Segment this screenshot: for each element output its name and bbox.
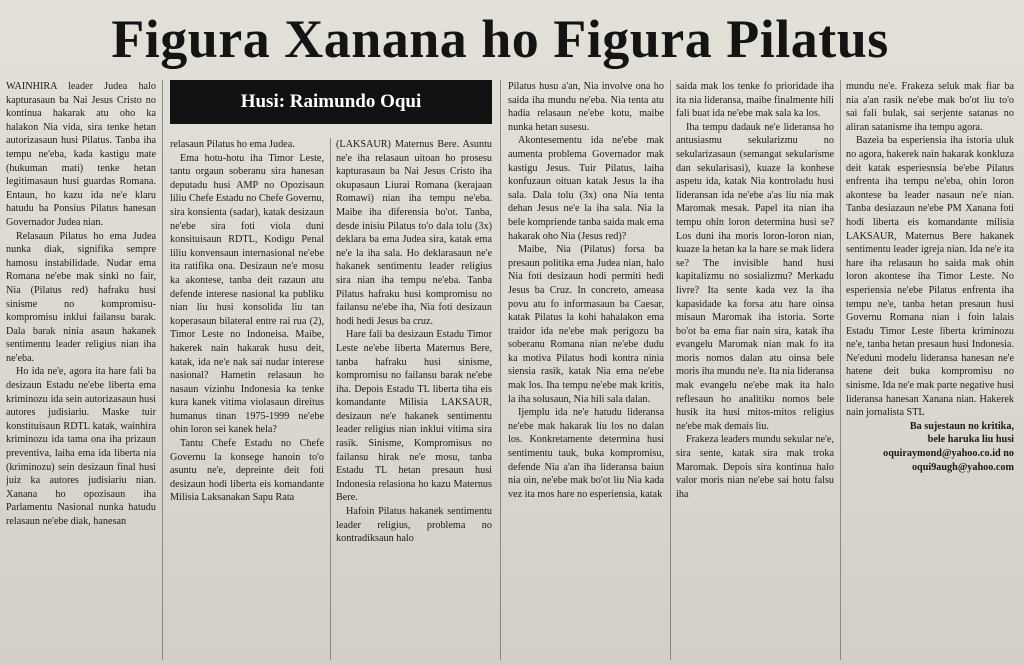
paragraph: WAINHIRA leader Judea halo kapturasaun ba Nai Jesus Cristo no kontinua hakarak atu oho ka halakon Nia vida, sira tenke hetan autorizasaun husi Pilatus. Tanba iha tempu ne'eba, kada kastigu mate (hukuman mati) tenke hetan legitimasaun husi guardas Romana. Entaun, ho kazu ida ne'e klaru hatudu ba Ponsius Pilatus hanesan Governador Judea nian. (6, 81, 156, 228)
column-6 (846, 80, 1014, 660)
paragraph: Pilatus husu a'an, Nia involve ona ho saida iha mundu ne'eba. Nia tenta atu hadia relasaun ne'ebe kotu, maibe nunka hetan susesu. (508, 81, 664, 133)
paragraph: Ema hotu-hotu iha Timor Leste, tantu orgaun soberanu sira hanesan deputadu husi AMP no Opozisaun liliu Chefe Estadu no Chefe Governu, sira konsienta (sadar), katak desizaun ne'ebe sira foti viola duni konsituisaun RDTL, Kodigu Penal liliu konvensaun internasional ne'ebe ita ratifika ona. Desizaun ne'e mosu ka akontese, tanba deit razaun atu defende interese nasional ka publiku nian liu husi konsolida liu tan koperasaun bilateral entre rai rua (2), Timor Leste no Indoneisa. Maibe, hakerek nain hakarak husu deit, katak, ida ne'e nak sai nudar interese nasional? Hametin relasaun ho nasaun vizinhu Indonesia ka tenke kura kanek vitima violasaun direitus humanus tinan 1975-1999 ne'ebe ohin loron sei kanek hela? (170, 152, 324, 436)
paragraph: Iha tempu dadauk ne'e lideransa ho antusiasmu sekularizmu no sekularizasaun (semangat sekularisme dan sekularisasi), kuaze la konhese aspetu ida, katak Nia kontroladu husi lideransan ida ne'ebe a'as liu nia mak Maromak mesak. Papel ita nian iha tempu ohin loron determina husi se? Los duni iha moris loron-loron nian, kuaze la hetan ka la hare se mak lidera se? The invisible hand husi kapitalizmu no sosializmu? Merkadu livre? Ita sente kada vez la iha kapasidade ka forsa atu hare oinsa misaun Maromak iha istoria. Sorte bo'ot ba ema fiar nain sira, katak iha evangelu Maromak nian mak fo ita moris nomos dalan atu oinsa bele moris iha mundu ne'e. Ita nia lideransa mak evangelu ne'ebe mak ita halo reflesaun ho analitiku nomos bele husik ita husi mitos-mitos religius ne'ebe mak demais liu. (676, 121, 834, 432)
byline: Husi: Raimundo Oqui (170, 80, 492, 124)
paragraph: Tantu Chefe Estadu no Chefe Governu la konsege hanoin to'o asuntu ne'e, depreinte deit foti desizaun hodi liberta eis komandante Milisia Laksanakan Sapu Rata (170, 438, 324, 504)
paragraph: Ijemplu ida ne'e hatudu lideransa ne'ebe mak hakarak liu los no dalan los. Konkretamente determina husi sentimentu tauk, buka kompromisu, defende Nia a'an iha lideransa baiun nia oin, ne'ebe mak bo'ot liu Nia kada vez ita mos hare no esperiensia, katak (508, 407, 664, 500)
contact-line: Ba sujestaun no kritika, (909, 420, 1014, 432)
column-4 (508, 80, 664, 660)
paragraph: Relasaun Pilatus ho ema Judea nunka diak, signifika sempre hamosu instabilidade. Nudar ema Romana ne'ebe mak sinki no fair, Nia (Pilatus red) hafraku husi sinisme no kompromisu-kompromisu inklui failansu barak. Dala barak ninia asaun hakanek sentimentu leader religius nian iha ne'eba. (6, 230, 156, 364)
paragraph: relasaun Pilatus ho ema Judea. (170, 139, 295, 150)
paragraph: Hafoin Pilatus hakanek sentimentu leader religius, problema no kontradiksaun halo (336, 506, 492, 545)
column-divider (330, 138, 331, 660)
column-divider (670, 80, 671, 660)
column-divider (840, 80, 841, 660)
column-3 (336, 138, 492, 660)
column-divider (162, 80, 163, 660)
contact-email[interactable]: oqui9augh@yahoo.com (911, 461, 1014, 473)
column-divider (500, 80, 501, 660)
column-1 (6, 80, 156, 660)
paragraph: Maibe, Nia (Pilatus) forsa ba presaun politika ema Judea nian, halo Nia foti desizaun hodi permiti hedi Jesus ba Cruz. In concreto, ameasa povu atu fo informasaun ba Caesar, katak Pilatus la kohi hahalakon ema traidor ida ne'ebe mak perigozu ba soberanu Romana nian ne'ebe dudu ka motiva Pilatus hodi kontra ninia siensia rasik, katak Nia ema ne'ebe mak los. Iha tempu ne'ebe mak kritis, la iha solusaun, Nia hili sala dalan. (508, 244, 664, 405)
column-5 (676, 80, 834, 660)
paragraph: mundu ne'e. Frakeza seluk mak fiar ba nia a'an rasik ne'ebe mak bo'ot liu to'o sai fali bulak, sai serjente satanas no aliran satanisme iha tempu agora. (846, 81, 1014, 133)
author-contact (846, 420, 1014, 474)
paragraph: Frakeza leaders mundu sekular ne'e, sira sente, katak sira mak troka Maromak. Depois sira kontinua halo valor moris nian ne'ebe sai hotu falsu iha (676, 434, 834, 500)
paragraph: Ho ida ne'e, agora ita hare fali ba desizaun Estadu ne'ebe liberta ema kriminozu ida sein autorizasaun husi autores judisiariu. Maske tuir konstituisaun RDTL katak, wainhira kriminozu ida tama ona iha prizaun preventiva, laiha ema ida liberta nia (kriminozu) sein desizaun final husi juiz ka autores judisiariu nian. Xanana ho opozisaun iha Parlamentu Nasional nunka hatudu relasaun ne'ebe diak, hanesan (6, 366, 156, 527)
paragraph: Bazeia ba esperiensia iha istoria uluk no agora, hakerek nain hakarak konkluza deit katak esperiesnsia be'ebe Pilatus enfrenta iha tempu ne'eba, ohin loron akontese ba leader nasaun ne'e nian. Tanba desiazaun ne'ebe PM Xanana foti hodi liberta eis komandante milisia LAKSAUR, Maternus Bere hakanek sentimentu leader igreja nian. Ida ne'e ita hare iha relasaun ho saida mak ohin loron akontese iha Timor Leste. No esperiensia ne'ebe Pilatus enfrenta iha tempu ne'e, tanba hetan presaun husi Governu Romana nian i foin lalais Estadu Timor Leste liberta kriminozu ne'e, tanba hetan presaun husi Indonesia. Ne'eduni modelu lideransa hanesan ne'e hatene deit buka kompromisu no sinisme. Ida ne'e mak parte negative husi lideransa hanesan Xanana nian. Hakerek nain jornalista STL (846, 135, 1014, 419)
paragraph: Hare fali ba desizaun Estadu Timor Leste ne'ebe liberta Maternus Bere, tanba hafraku husi sinisme, kompromisu no failansu barak ne'ebe iha. Depois Estadu TL liberta tiha eis komandante Milisia LAKSAUR, desizaun ne'e hakanek sentimentu leader religius nian inklui vitima sira rasik. Sinisme, Kompromisus no failansu hirak ne'e mosu, tanba Estadu TL hetan presaun husi Indonesia relasiona ho kazu Maternus Bere. (336, 329, 492, 504)
paragraph: Akontesementu ida ne'ebe mak aumenta problema Governador mak kastigu Jesus. Tuir Pilatus, laiha konfuzaun oituan katak Jesus la iha sala. Dala tolu (3x) ona Nia tenta dehan Jesus ne'e la iha sala. Nia la bele kompriende tanba saida mak ema hakarak oho Nia (Jesus red)? (508, 135, 664, 242)
paragraph: saida mak los tenke fo prioridade iha ita nia lideransa, maibe finalmente hili fali buat ida ne'ebe mak sala ka los. (676, 81, 834, 120)
headline: Figura Xanana ho Figura Pilatus (111, 9, 889, 69)
contact-email[interactable]: oquiraymond@yahoo.co.id no (883, 448, 1014, 460)
column-2 (170, 138, 324, 660)
contact-line: bele haruka liu husi (927, 434, 1014, 446)
paragraph: (LAKSAUR) Maternus Bere. Asuntu ne'e iha relasaun uitoan ho prosesu kapturasaun ba Nai Jesus Cristo iha okupasaun Liurai Romana (kerajaan Romawi) nian iha tempu ne'eba. Maibe iha diferensia bo'ot. Tanba, desde inisiu Pilatus to'o dala tolu (3x) deklara ba ema Judea sira, katak ema ne'e la iha sala. Ho deklarasaun ne'e hakanek sentimentu leader religius sira nian iha tempu ne'eba. Tanba Pilatus hafraku husi kompromisu no failansu ne'ebe iha, Nia foti desizaun hodi hedi Jesus ba cruz. (336, 139, 492, 327)
